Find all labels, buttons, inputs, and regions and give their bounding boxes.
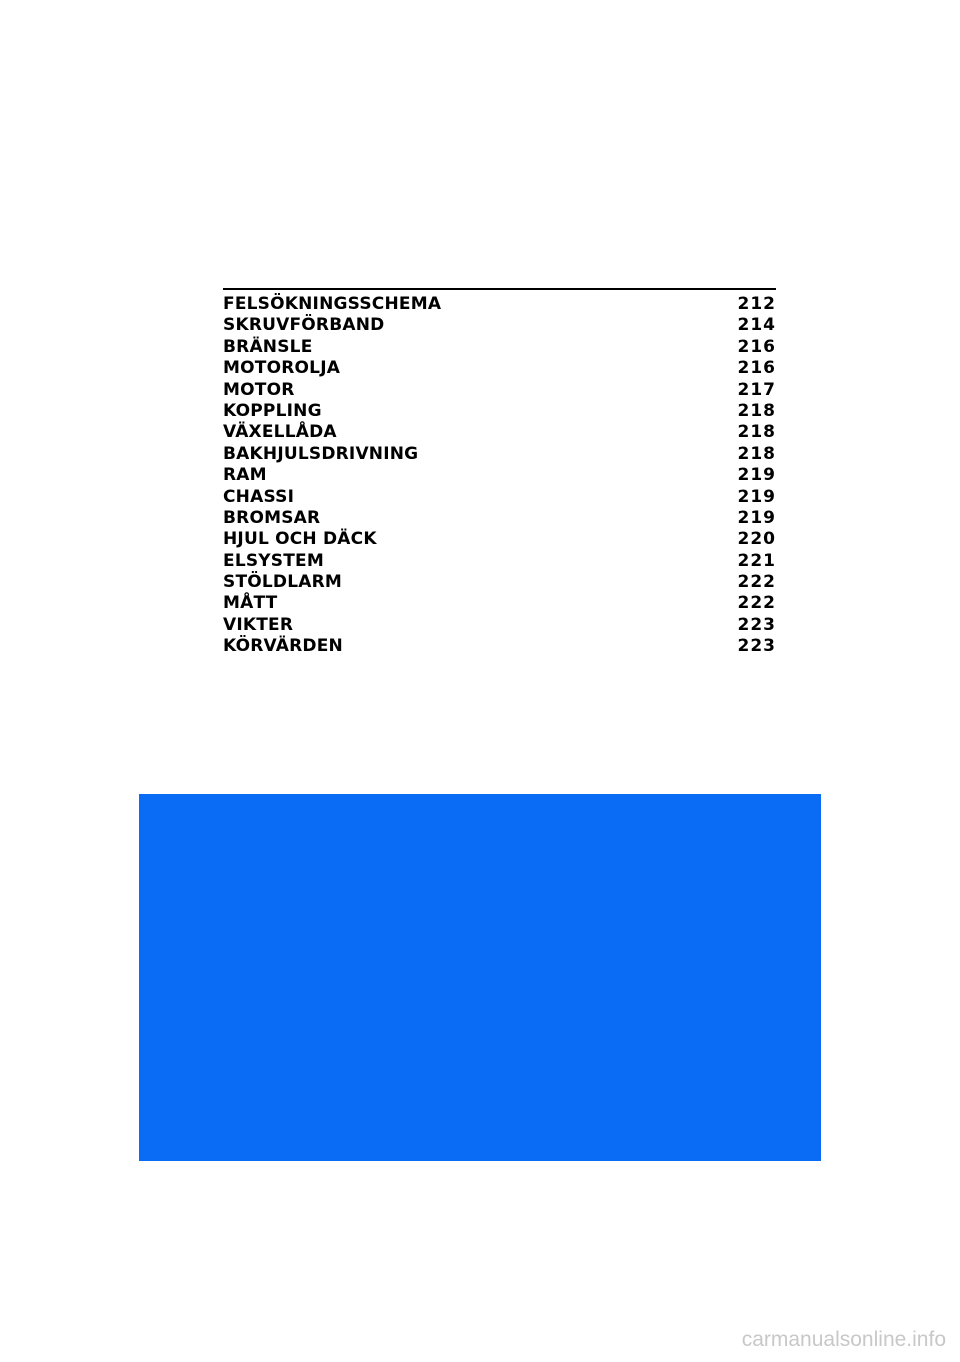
toc-entry[interactable] <box>223 294 776 315</box>
toc-entry-page: 223 <box>737 614 776 635</box>
toc-entry-title: SKRUVFÖRBAND <box>223 315 385 336</box>
toc-entry-title: MOTOROLJA <box>223 358 341 379</box>
toc-entry[interactable] <box>223 572 776 593</box>
watermark: carmanualsonline.info <box>741 1328 946 1351</box>
toc-entry-title: KOPPLING <box>223 400 322 421</box>
toc-entry-title: HJUL OCH DÄCK <box>223 529 377 550</box>
toc-entry[interactable] <box>223 444 776 465</box>
toc-entry-page: 219 <box>737 507 776 528</box>
toc-entry-page: 220 <box>737 529 776 550</box>
toc-entry-page: 223 <box>737 636 776 657</box>
toc-entry-page: 221 <box>737 550 776 571</box>
toc-entry-page: 218 <box>737 443 776 464</box>
toc-entry-page: 219 <box>737 486 776 507</box>
toc-entry-title: FELSÖKNINGSSCHEMA <box>223 294 442 314</box>
toc-entry-title: MÅTT <box>223 593 278 614</box>
blue-panel <box>139 794 821 1161</box>
toc-entry-title: BRÄNSLE <box>223 336 313 357</box>
toc-entry[interactable] <box>223 337 776 358</box>
table-of-contents <box>223 288 776 658</box>
toc-entry-page: 222 <box>737 572 776 593</box>
toc-entry[interactable] <box>223 593 776 614</box>
toc-entry-page: 212 <box>737 294 776 314</box>
toc-entry-title: CHASSI <box>223 486 295 507</box>
toc-entry-title: STÖLDLARM <box>223 572 343 593</box>
toc-entry[interactable] <box>223 615 776 636</box>
toc-entry-page: 222 <box>737 593 776 614</box>
toc-entry[interactable] <box>223 529 776 550</box>
toc-entry[interactable] <box>223 315 776 336</box>
toc-entry[interactable] <box>223 380 776 401</box>
toc-entry[interactable] <box>223 465 776 486</box>
toc-entry[interactable] <box>223 401 776 422</box>
toc-entry-page: 218 <box>737 400 776 421</box>
toc-entry-title: RAM <box>223 465 267 486</box>
toc-entry-page: 216 <box>737 358 776 379</box>
toc-entry[interactable] <box>223 636 776 657</box>
toc-entry-title: ELSYSTEM <box>223 550 324 571</box>
toc-entry-title: VIKTER <box>223 614 294 635</box>
toc-entry-page: 218 <box>737 422 776 443</box>
toc-entry-page: 219 <box>737 465 776 486</box>
toc-entry-title: MOTOR <box>223 379 295 400</box>
toc-entry[interactable] <box>223 508 776 529</box>
toc-entry-title: VÄXELLÅDA <box>223 422 337 443</box>
toc-entry-title: KÖRVÄRDEN <box>223 636 343 657</box>
toc-entry[interactable] <box>223 422 776 443</box>
toc-entry[interactable] <box>223 358 776 379</box>
toc-entry-title: BROMSAR <box>223 507 321 528</box>
toc-entry-page: 216 <box>737 336 776 357</box>
toc-entry-title: BAKHJULSDRIVNING <box>223 443 419 464</box>
toc-entry[interactable] <box>223 487 776 508</box>
toc-entry-page: 217 <box>737 379 776 400</box>
toc-entry[interactable] <box>223 551 776 572</box>
toc-entry-page: 214 <box>737 315 776 336</box>
